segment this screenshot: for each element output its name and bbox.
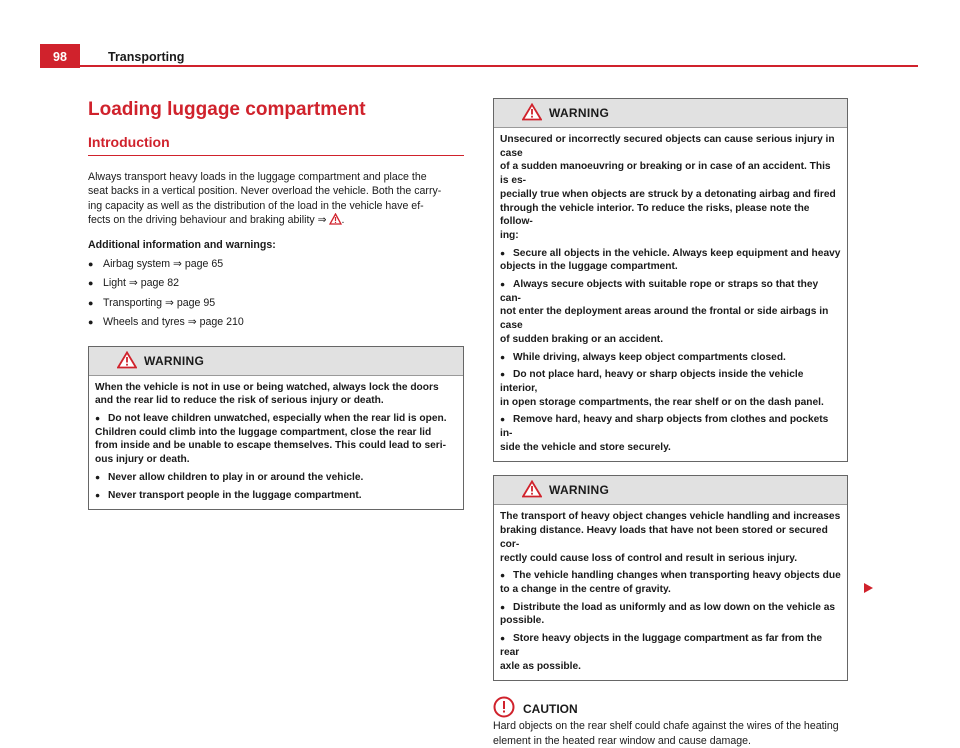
warning-line: of sudden braking or an accident. [500,333,664,345]
warning-line: The vehicle handling changes when transporting heavy objects due [513,570,841,582]
intro-paragraph [88,170,464,230]
warning-line: pecially true when objects are struck by a detonating airbag and fired [500,188,836,200]
warning-item [500,351,841,365]
page-number: 98 [40,44,80,68]
bullet: ● [500,369,506,380]
warning-item [95,489,457,503]
warning-line: Do not place hard, heavy or sharp objects inside the vehicle interior, [500,369,804,394]
warning-line: not enter the deployment areas around the frontal or side airbags in case [500,306,829,332]
bullet: ● [500,247,506,258]
warning-line: Secure all objects in the vehicle. Always keep equipment and heavy [513,247,841,259]
warning-item [500,368,841,409]
warning-box-header [89,347,463,376]
warning-line: Never transport people in the luggage compartment. [108,489,362,501]
caution-label: CAUTION [523,702,578,717]
intro-line: ing capacity as well as the distribution of the load in the vehicle have ef- [88,199,424,212]
warning-intro [500,133,841,243]
warning-label: WARNING [549,106,610,120]
warning-line: Remove hard, heavy and sharp objects from clothes and pockets in- [500,414,829,440]
warning-box-body [494,128,847,461]
warning-item [500,278,841,347]
warning-line: objects in the luggage compartment. [500,261,678,273]
header-title: Transporting [108,50,185,64]
caution-text [493,719,848,748]
warning-line: Always secure objects with suitable rope or straps so that they can- [500,279,819,304]
warning-item [500,601,841,628]
warning-line: through the vehicle interior. To reduce the risks, please note the follow- [500,202,810,228]
header-rule [80,65,918,67]
warning-line: Do not leave children unwatched, especially when the rear lid is open. [108,413,447,425]
warning-box-children [88,346,464,511]
intro-line: Always transport heavy loads in the luggage compartment and place the [88,171,427,183]
warning-label: WARNING [144,353,205,368]
warning-line: and the rear lid to reduce the risk of serious injury or death. [95,395,384,407]
info-heading: Additional information and warnings: [88,238,276,251]
warning-item [500,247,841,274]
bullet: ● [500,570,506,581]
intro-last-text: fects on the driving behaviour and braking ability ⇒ [88,214,327,227]
bullet: ● [500,351,506,362]
right-column [493,98,848,748]
warning-box-heavy [493,475,848,681]
warning-triangle-icon[interactable] [329,213,342,229]
warning-box-header [494,99,847,128]
warning-triangle-icon [522,480,542,503]
subsection-heading: Introduction [88,134,464,156]
warning-box-body [494,505,847,680]
warning-box-body [89,376,463,510]
bullet: ● [500,633,506,644]
warning-line: Unsecured or incorrectly secured objects can cause serious injury in case [500,134,835,159]
bullet: ● [95,471,101,482]
bullet: ● [95,413,101,424]
warning-line: side the vehicle and store securely. [500,441,671,453]
warning-item [95,412,457,467]
left-column [88,96,464,510]
warning-box-objects [493,98,848,462]
reference-item[interactable]: ● Light ⇒ page 82 [88,276,464,290]
warning-line: The transport of heavy object changes vehicle handling and increases [500,511,841,523]
warning-intro [95,381,457,408]
warning-item [500,569,841,596]
warning-line: to a change in the centre of gravity. [500,583,671,595]
warning-line: Distribute the load as uniformly and as low down on the vehicle as [513,601,836,613]
warning-line: Never allow children to play in or around the vehicle. [108,471,364,483]
caution-line: Hard objects on the rear shelf could chafe against the wires of the heating [493,720,839,733]
caution-line: element in the heated rear window and cause damage. [493,734,751,747]
warning-line: possible. [500,615,545,627]
warning-line: ous injury or death. [95,454,190,466]
warning-line: from inside and be unable to escape themselves. This could lead to seri- [95,440,446,452]
warning-line: Store heavy objects in the luggage compartment as far from the rear [500,633,823,658]
warning-line: axle as possible. [500,660,581,672]
warning-line: braking distance. Heavy loads that have not been stored or secured cor- [500,525,828,550]
warning-line: in open storage compartments, the rear shelf or on the dash panel. [500,396,824,408]
warning-triangle-icon [117,351,137,374]
warning-line: While driving, always keep object compartments closed. [513,351,786,363]
intro-line [88,213,464,229]
warning-line: Children could climb into the luggage compartment, close the rear lid [95,426,432,438]
warning-line: rectly could cause loss of control and result in serious injury. [500,552,798,564]
warning-label: WARNING [549,483,610,498]
page-header [40,44,918,68]
reference-item[interactable]: ● Airbag system ⇒ page 65 [88,257,464,271]
bullet: ● [500,279,506,290]
warning-intro [500,510,841,565]
warning-triangle-icon [522,103,542,126]
intro-line: seat backs in a vertical position. Never overload the vehicle. Both the carry- [88,185,442,198]
warning-line: ing: [500,229,519,241]
warning-line: When the vehicle is not in use or being watched, always lock the doors [95,381,439,393]
caution-exclamation-icon [493,696,515,723]
reference-list [88,257,464,330]
warning-line: of a sudden manoeuvring or breaking or in case of an accident. This is es- [500,161,831,187]
intro-end: . [341,214,345,227]
warning-box-header [494,476,847,505]
bullet: ● [500,601,506,612]
reference-item[interactable]: ● Wheels and tyres ⇒ page 210 [88,315,464,329]
bullet: ● [500,414,506,425]
continue-arrow-icon [864,580,873,598]
section-heading: Loading luggage compartment [88,99,366,120]
warning-item [95,471,457,485]
reference-item[interactable]: ● Transporting ⇒ page 95 [88,296,464,310]
warning-item [500,632,841,673]
bullet: ● [95,489,101,500]
warning-item [500,413,841,454]
